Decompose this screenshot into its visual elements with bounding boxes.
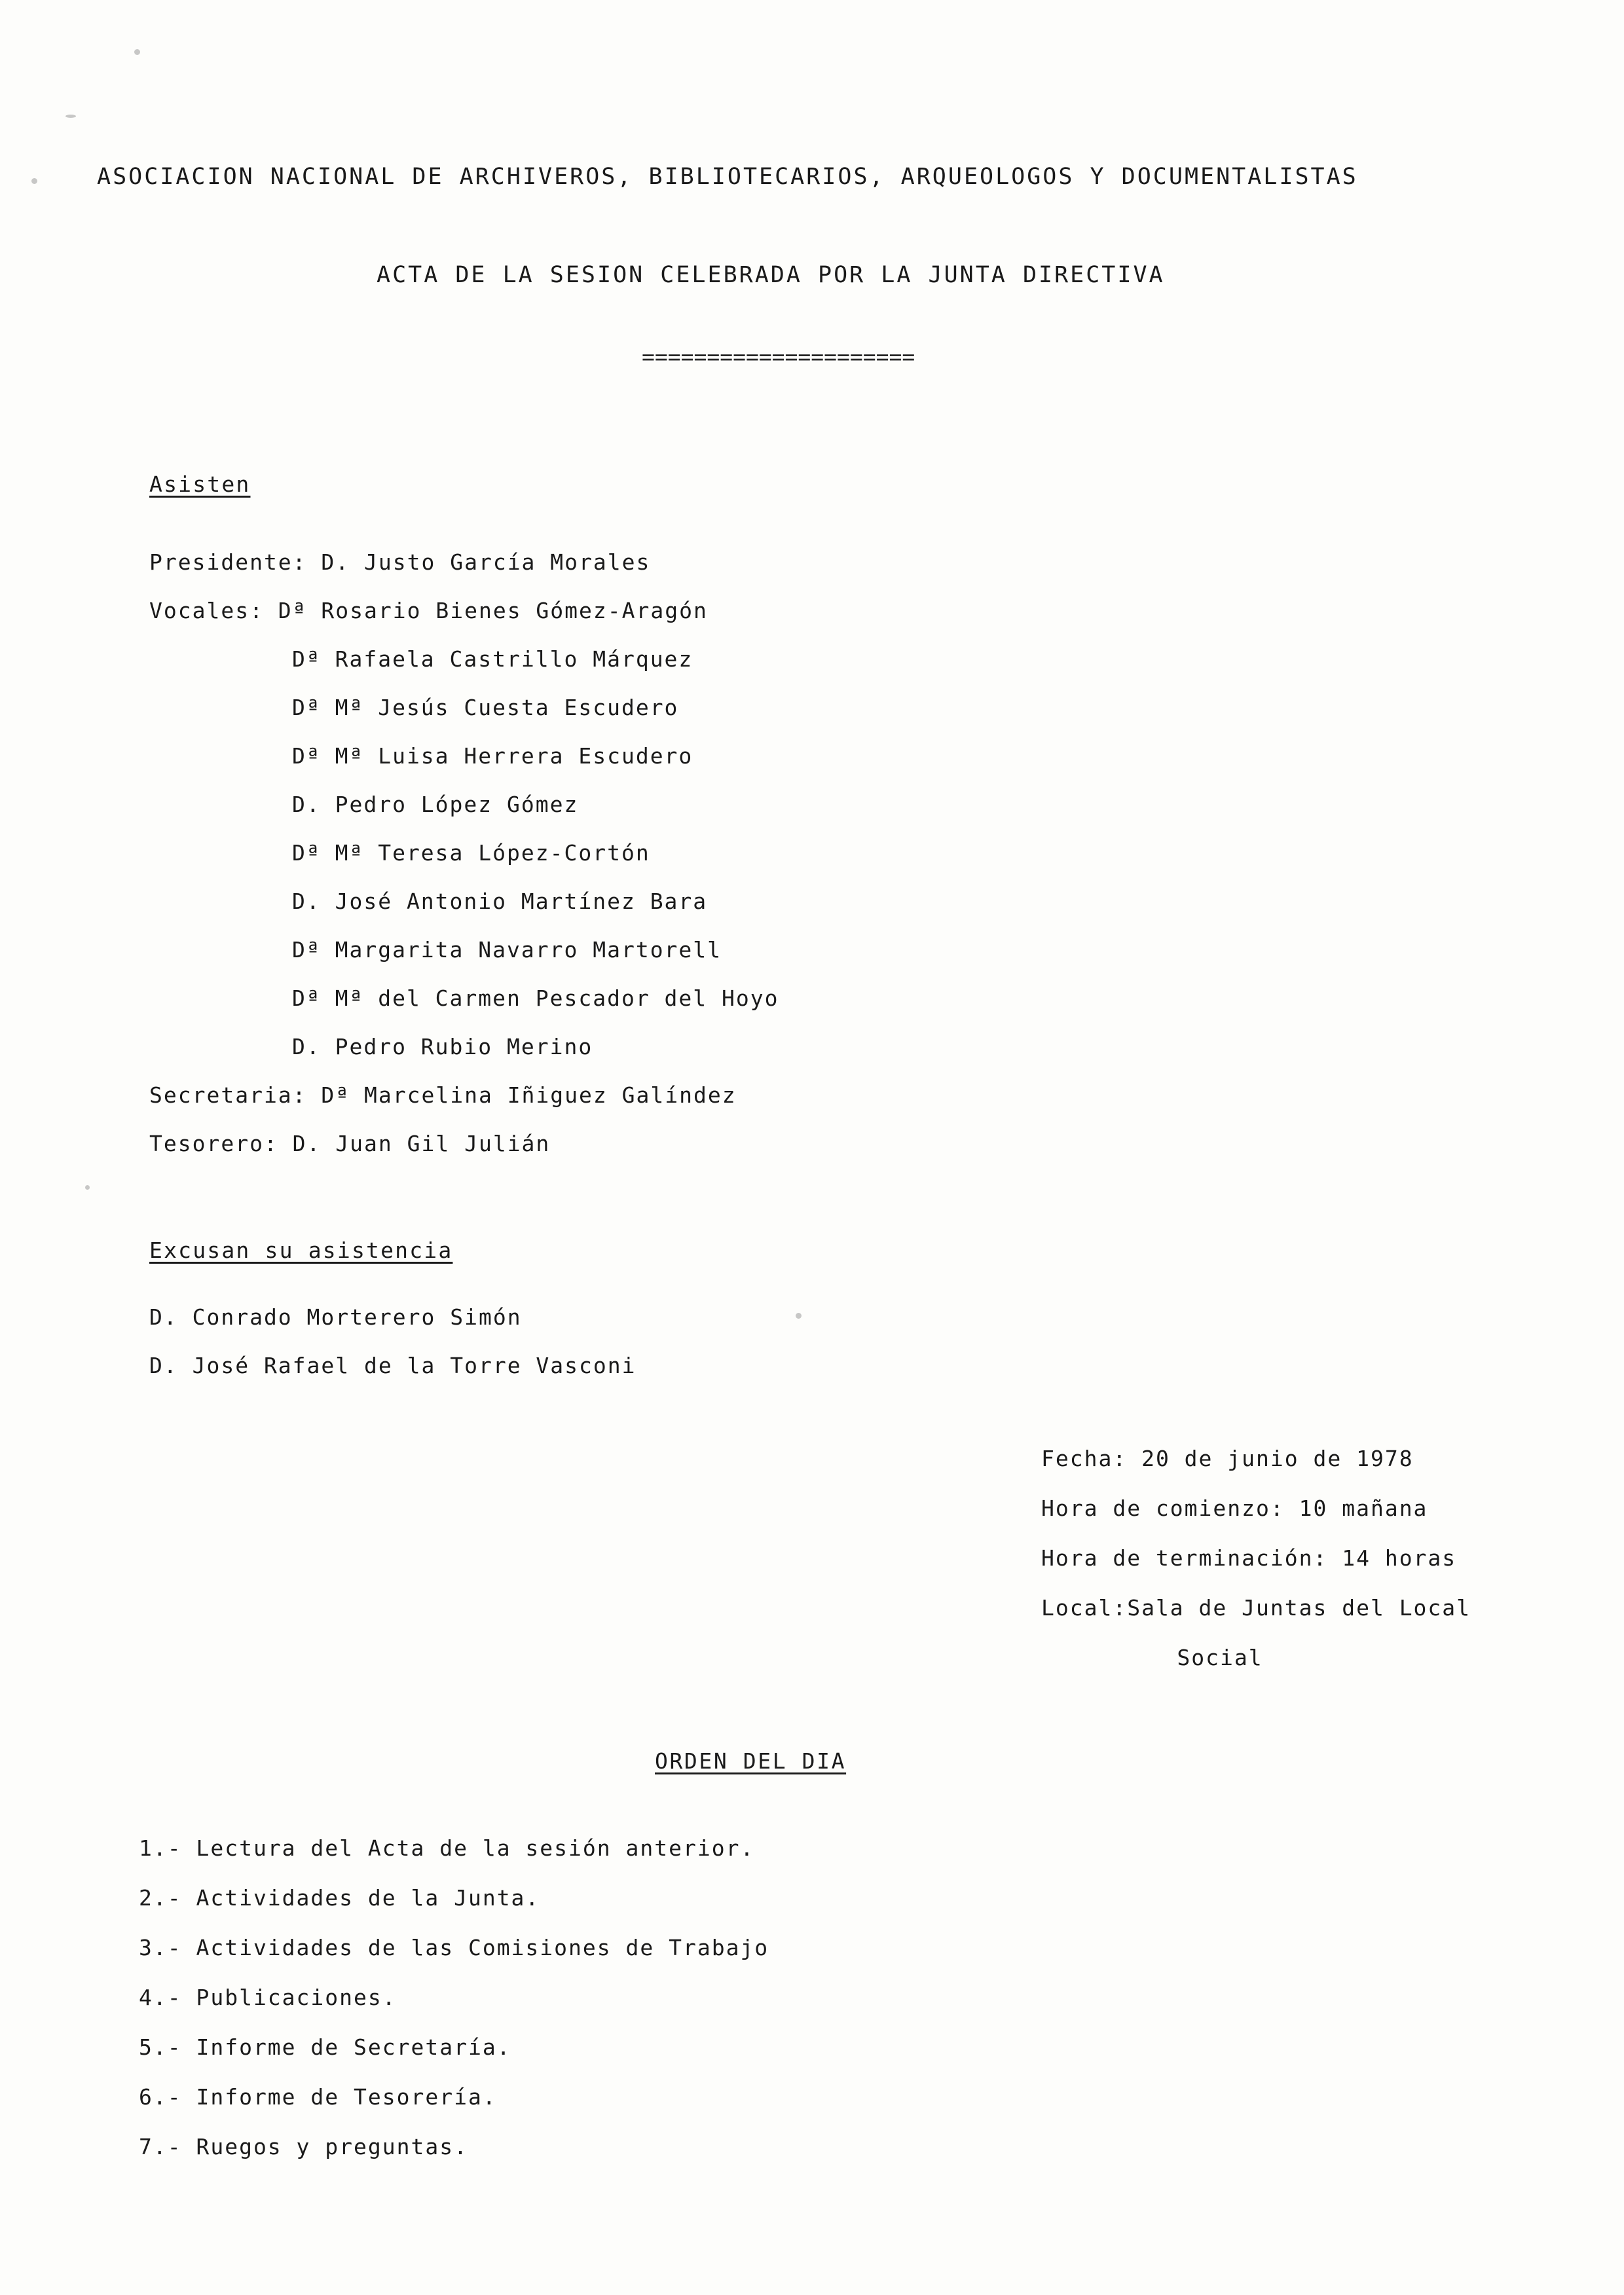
agenda-item: 6.- Informe de Tesorería.: [139, 2084, 497, 2110]
attendee-line: Secretaria: Dª Marcelina Iñiguez Galíndez: [149, 1082, 737, 1108]
agenda-item: 4.- Publicaciones.: [139, 1985, 397, 2010]
attendee-line: D. José Antonio Martínez Bara: [292, 889, 708, 914]
attendee-line: Presidente: D. Justo García Morales: [149, 549, 651, 575]
scan-speck: [85, 1185, 90, 1190]
excused-heading: Excusan su asistencia: [149, 1238, 453, 1263]
attendee-line: Dª Mª del Carmen Pescador del Hoyo: [292, 985, 779, 1011]
scan-speck: [134, 49, 140, 55]
title-divider: =====================: [642, 344, 915, 369]
session-meta: [1041, 1434, 1471, 1683]
attendees-list: [149, 538, 779, 1168]
attendees-heading: Asisten: [149, 471, 251, 497]
meta-end-time: Hora de terminación: 14 horas: [1041, 1545, 1457, 1571]
attendee-line: D. Pedro López Gómez: [292, 792, 579, 817]
scan-speck: [796, 1313, 802, 1319]
attendee-line: D. Pedro Rubio Merino: [292, 1034, 593, 1059]
attendee-line: Dª Rafaela Castrillo Márquez: [292, 646, 693, 672]
document-subtitle: ACTA DE LA SESION CELEBRADA POR LA JUNTA DIRECTIVA: [377, 262, 1165, 288]
agenda-item: 1.- Lectura del Acta de la sesión anterior.: [139, 1835, 755, 1861]
attendee-line: Vocales: Dª Rosario Bienes Gómez-Aragón: [149, 598, 708, 623]
meta-place-continued: Social: [1177, 1645, 1263, 1670]
excused-line: D. José Rafael de la Torre Vasconi: [149, 1353, 637, 1378]
scan-speck: [31, 178, 37, 184]
attendee-line: Dª Mª Jesús Cuesta Escudero: [292, 695, 679, 720]
document-title: ASOCIACION NACIONAL DE ARCHIVEROS, BIBLIOTECARIOS, ARQUEOLOGOS Y DOCUMENTALISTAS: [97, 164, 1358, 190]
attendee-line: Dª Margarita Navarro Martorell: [292, 937, 722, 963]
excused-list: [149, 1293, 637, 1390]
agenda-item: 3.- Actividades de las Comisiones de Trabajo: [139, 1935, 769, 1960]
agenda-item: 7.- Ruegos y preguntas.: [139, 2134, 468, 2159]
agenda-item: 5.- Informe de Secretaría.: [139, 2034, 511, 2060]
agenda-item: 2.- Actividades de la Junta.: [139, 1885, 540, 1911]
agenda-heading: ORDEN DEL DIA: [655, 1748, 847, 1774]
agenda-list: [139, 1824, 769, 2172]
attendee-line: Dª Mª Teresa López-Cortón: [292, 840, 650, 866]
meta-date: Fecha: 20 de junio de 1978: [1041, 1446, 1414, 1471]
excused-line: D. Conrado Morterero Simón: [149, 1304, 522, 1330]
attendee-line: Dª Mª Luisa Herrera Escudero: [292, 743, 693, 769]
meta-place: Local:Sala de Juntas del Local: [1041, 1595, 1471, 1621]
attendee-line: Tesorero: D. Juan Gil Julián: [149, 1131, 551, 1156]
meta-start-time: Hora de comienzo: 10 mañana: [1041, 1496, 1428, 1521]
scan-speck: [65, 115, 76, 118]
